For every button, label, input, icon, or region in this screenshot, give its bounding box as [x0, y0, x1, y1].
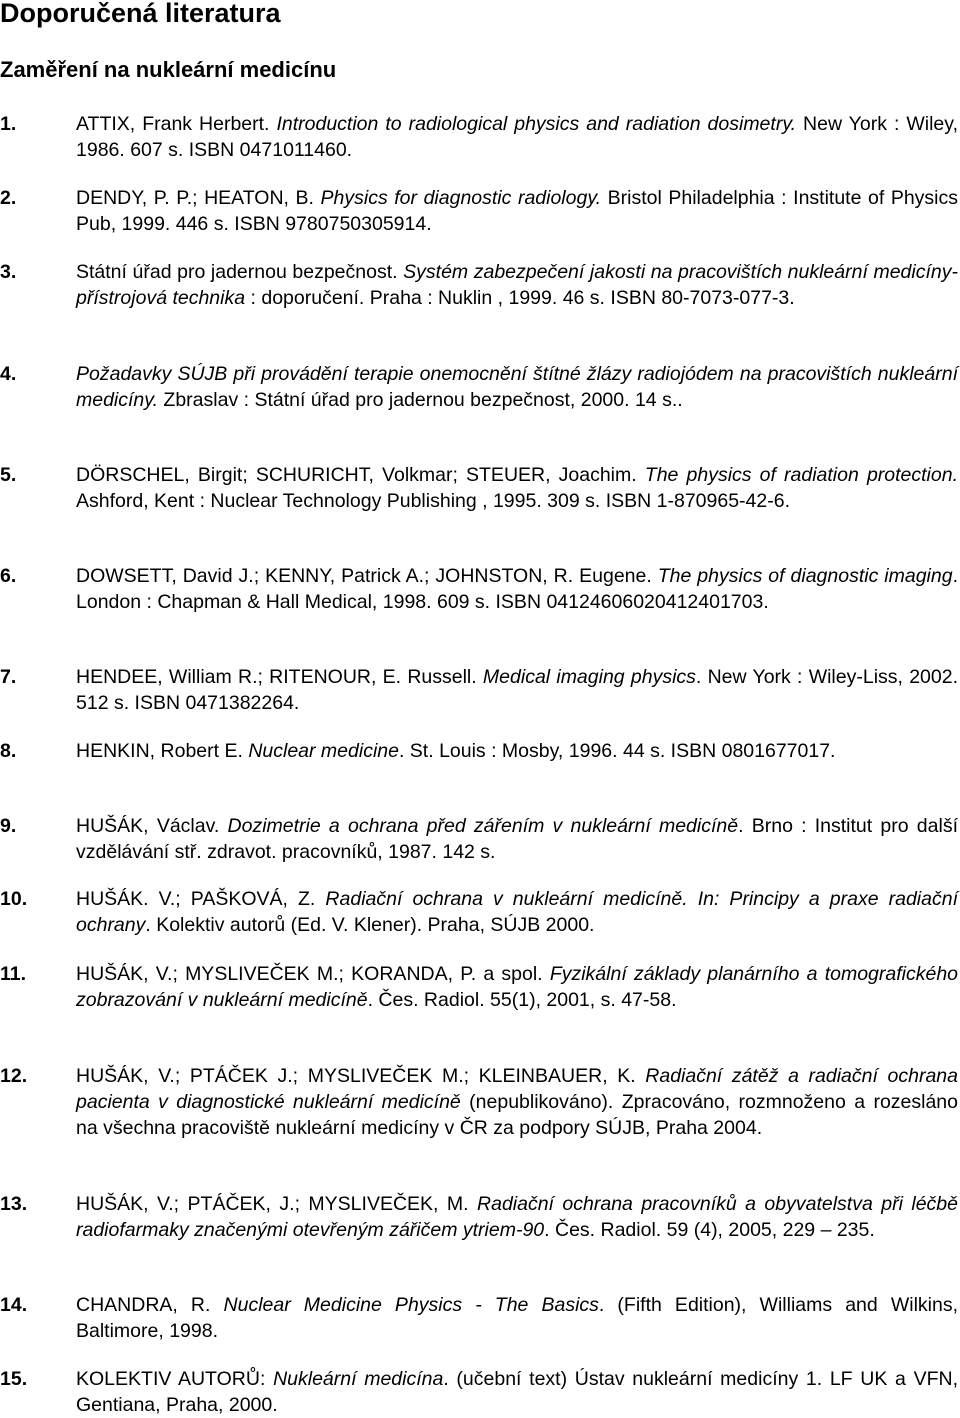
reference-detail: New York : Wiley, 1986. 607 s. ISBN 0471011460. — [76, 113, 959, 161]
reference-text — [76, 361, 958, 413]
reference-number: 12. — [0, 1065, 28, 1087]
reference-text — [76, 961, 958, 1013]
reference-detail: . Brno : Institut pro další vzdělávání stř. zdravot. pracovníků, 1987. 142 s. — [76, 815, 958, 863]
reference-title: Systém zabezpečení jakosti na pracovištích nukleární medicíny-přístrojová technika — [76, 261, 958, 309]
reference-text — [76, 462, 958, 514]
page-title: Doporučená literatura — [0, 0, 281, 28]
reference-detail: Zbraslav : Státní úřad pro jadernou bezpečnost, 2000. 14 s.. — [158, 389, 683, 411]
reference-number: 9. — [0, 815, 17, 837]
reference-detail: HUŠÁK, V.; MYSLIVEČEK M.; KORANDA, P. a spol. — [76, 963, 550, 985]
reference-detail: DÖRSCHEL, Birgit; SCHURICHT, Volkmar; STEUER, Joachim. — [76, 464, 645, 486]
reference-text — [76, 738, 958, 764]
reference-detail: . St. Louis : Mosby, 1996. 44 s. ISBN 0801677017. — [398, 740, 836, 762]
reference-text — [76, 1063, 958, 1141]
reference-number: 2. — [0, 187, 17, 209]
reference-number: 10. — [0, 888, 28, 910]
reference-detail: HUŠÁK. V.; PAŠKOVÁ, Z. — [76, 888, 326, 910]
reference-detail: DOWSETT, David J.; KENNY, Patrick A.; JOHNSTON, R. Eugene. — [76, 565, 658, 587]
reference-text — [76, 1191, 958, 1243]
reference-detail: . (učební text) Ústav nukleární medicíny 1. LF UK a VFN, Gentiana, Praha, 2000. — [76, 1368, 958, 1416]
reference-text — [76, 664, 958, 716]
reference-detail: . New York : Wiley-Liss, 2002. 512 s. ISBN 0471382264. — [76, 666, 958, 714]
reference-title: Radiační ochrana v nukleární medicíně. In: Principy a praxe radiační ochrany — [76, 888, 958, 936]
reference-title: Nuclear Medicine Physics - The Basics — [223, 1294, 599, 1316]
reference-text — [76, 563, 958, 615]
reference-title: The physics of radiation protection. — [644, 464, 958, 486]
reference-title: Nuclear medicine — [248, 740, 399, 762]
reference-detail: Bristol Philadelphia : Institute of Physics Pub, 1999. 446 s. ISBN 9780750305914. — [76, 187, 959, 235]
reference-detail: KOLEKTIV AUTORŮ: — [76, 1368, 274, 1390]
section-subtitle: Zaměření na nukleární medicínu — [0, 57, 337, 82]
reference-title: Radiační ochrana pracovníků a obyvatelstva při léčbě radiofarmaky značenými otevřeným zářičem ytriem-90 — [76, 1193, 958, 1241]
reference-text — [76, 1292, 958, 1344]
reference-text — [76, 813, 958, 865]
reference-detail: HUŠÁK, V.; PTÁČEK, J.; MYSLIVEČEK, M. — [76, 1193, 478, 1215]
reference-number: 7. — [0, 666, 17, 688]
reference-detail: HUŠÁK, Václav. — [76, 815, 228, 837]
reference-number: 4. — [0, 363, 17, 385]
reference-detail: Státní úřad pro jadernou bezpečnost. — [76, 261, 404, 283]
reference-detail: CHANDRA, R. — [76, 1294, 224, 1316]
reference-title: The physics of diagnostic imaging — [657, 565, 953, 587]
reference-number: 3. — [0, 261, 17, 283]
reference-detail: . (Fifth Edition), Williams and Wilkins, Baltimore, 1998. — [76, 1294, 958, 1342]
reference-title: Fyzikální základy planárního a tomografického zobrazování v nukleární medicíně — [76, 963, 959, 1011]
reference-detail: HUŠÁK, V.; PTÁČEK J.; MYSLIVEČEK M.; KLEINBAUER, K. — [76, 1065, 646, 1087]
reference-detail: . Kolektiv autorů (Ed. V. Klener). Praha, SÚJB 2000. — [145, 914, 595, 936]
reference-title: Nukleární medicína — [273, 1368, 444, 1390]
reference-detail: . London : Chapman & Hall Medical, 1998. 609 s. ISBN 04124606020412401703. — [76, 565, 958, 613]
reference-number: 5. — [0, 464, 17, 486]
reference-title: Medical imaging physics — [482, 666, 696, 688]
reference-text — [76, 886, 958, 938]
reference-number: 13. — [0, 1193, 28, 1215]
reference-detail: HENKIN, Robert E. — [76, 740, 249, 762]
reference-number: 6. — [0, 565, 17, 587]
reference-detail: HENDEE, William R.; RITENOUR, E. Russell. — [76, 666, 483, 688]
reference-text — [76, 185, 958, 237]
reference-title: Radiační zátěž a radiační ochrana pacienta v diagnostické nukleární medicíně — [76, 1065, 958, 1113]
reference-title: Introduction to radiological physics and radiation dosimetry. — [276, 113, 797, 135]
reference-text — [76, 1366, 958, 1418]
reference-title: Physics for diagnostic radiology. — [320, 187, 602, 209]
reference-number: 8. — [0, 740, 17, 762]
reference-number: 15. — [0, 1368, 28, 1390]
reference-detail: . Čes. Radiol. 59 (4), 2005, 229 – 235. — [544, 1219, 875, 1241]
reference-number: 1. — [0, 113, 17, 135]
reference-detail: : doporučení. Praha : Nuklin , 1999. 46 s. ISBN 80-7073-077-3. — [245, 287, 795, 309]
reference-title: Dozimetrie a ochrana před zářením v nukleární medicíně — [227, 815, 739, 837]
reference-number: 11. — [0, 963, 27, 985]
reference-detail: DENDY, P. P.; HEATON, B. — [76, 187, 321, 209]
reference-detail: . Čes. Radiol. 55(1), 2001, s. 47-58. — [367, 989, 677, 1011]
reference-detail: ATTIX, Frank Herbert. — [76, 113, 277, 135]
reference-text — [76, 259, 958, 311]
reference-number: 14. — [0, 1294, 28, 1316]
reference-detail: Ashford, Kent : Nuclear Technology Publishing , 1995. 309 s. ISBN 1-870965-42-6. — [76, 490, 790, 512]
reference-text — [76, 111, 958, 163]
reference-detail: (nepublikováno). Zpracováno, rozmnoženo a rozesláno na všechna pracoviště nukleární medicíny v ČR za podpory SÚJB, Praha 2004. — [76, 1091, 959, 1139]
reference-title: Požadavky SÚJB při provádění terapie onemocnění štítné žlázy radiojódem na pracovištích nukleární medicíny. — [76, 363, 958, 411]
